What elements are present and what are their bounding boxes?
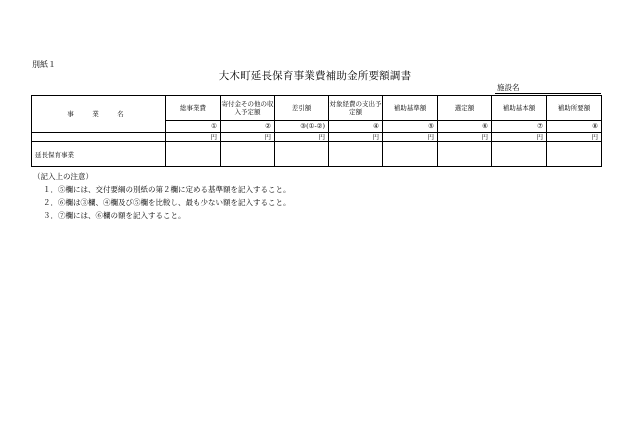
table-row bbox=[32, 142, 602, 167]
unit-cell: 円 bbox=[547, 133, 602, 142]
note-item: １．⑤欄には、交付要綱の別紙の第２欄に定める基準額を記入すること。 bbox=[43, 185, 291, 194]
notes-heading: （記入上の注意） bbox=[33, 172, 93, 181]
column-header: 寄付金その他の収入予定額 bbox=[221, 96, 275, 121]
unit-cell: 円 bbox=[438, 133, 492, 142]
column-number: ⑦ bbox=[492, 121, 547, 133]
form-label: 別紙１ bbox=[32, 60, 56, 69]
column-header-project-name: 事 業 名 bbox=[32, 96, 166, 133]
column-header: 補助基準額 bbox=[383, 96, 438, 121]
unit-cell: 円 bbox=[275, 133, 329, 142]
table-unit-row bbox=[32, 133, 602, 142]
note-item: ３．⑦欄には、⑥欄の額を記入すること。 bbox=[43, 211, 186, 220]
unit-cell-empty bbox=[32, 133, 166, 142]
unit-cell: 円 bbox=[221, 133, 275, 142]
data-cell-subsidy-standard[interactable] bbox=[383, 142, 438, 167]
column-number: ⑤ bbox=[383, 121, 438, 133]
table-header-row bbox=[32, 96, 602, 121]
notes-section bbox=[33, 170, 291, 222]
column-number: ④ bbox=[329, 121, 383, 133]
column-header: 選定額 bbox=[438, 96, 492, 121]
unit-cell: 円 bbox=[329, 133, 383, 142]
note-item: ２．⑥欄は③欄、④欄及び⑤欄を比較し、最も少ない額を記入すること。 bbox=[43, 198, 291, 207]
column-header: 対象経費の支出予定額 bbox=[329, 96, 383, 121]
data-cell-total-cost[interactable] bbox=[166, 142, 221, 167]
column-header: 差引額 bbox=[275, 96, 329, 121]
facility-name-field: 施設名 bbox=[495, 82, 601, 94]
unit-cell: 円 bbox=[166, 133, 221, 142]
column-number: ① bbox=[166, 121, 221, 133]
page-title: 大木町延長保育事業費補助金所要額調書 bbox=[218, 70, 412, 82]
row-label-extended-childcare: 延長保育事業 bbox=[32, 142, 166, 167]
data-cell-target-expense[interactable] bbox=[329, 142, 383, 167]
column-header: 総事業費 bbox=[166, 96, 221, 121]
data-cell-subsidy-required[interactable] bbox=[547, 142, 602, 167]
data-cell-donations[interactable] bbox=[221, 142, 275, 167]
column-number: ⑥ bbox=[438, 121, 492, 133]
data-cell-subsidy-base[interactable] bbox=[492, 142, 547, 167]
unit-cell: 円 bbox=[492, 133, 547, 142]
column-number: ② bbox=[221, 121, 275, 133]
budget-table bbox=[31, 95, 602, 167]
unit-cell: 円 bbox=[383, 133, 438, 142]
column-number: ③(①-②) bbox=[275, 121, 329, 133]
data-cell-difference[interactable] bbox=[275, 142, 329, 167]
data-cell-selected-amount[interactable] bbox=[438, 142, 492, 167]
column-header: 補助所要額 bbox=[547, 96, 602, 121]
column-header: 補助基本額 bbox=[492, 96, 547, 121]
column-number: ⑧ bbox=[547, 121, 602, 133]
